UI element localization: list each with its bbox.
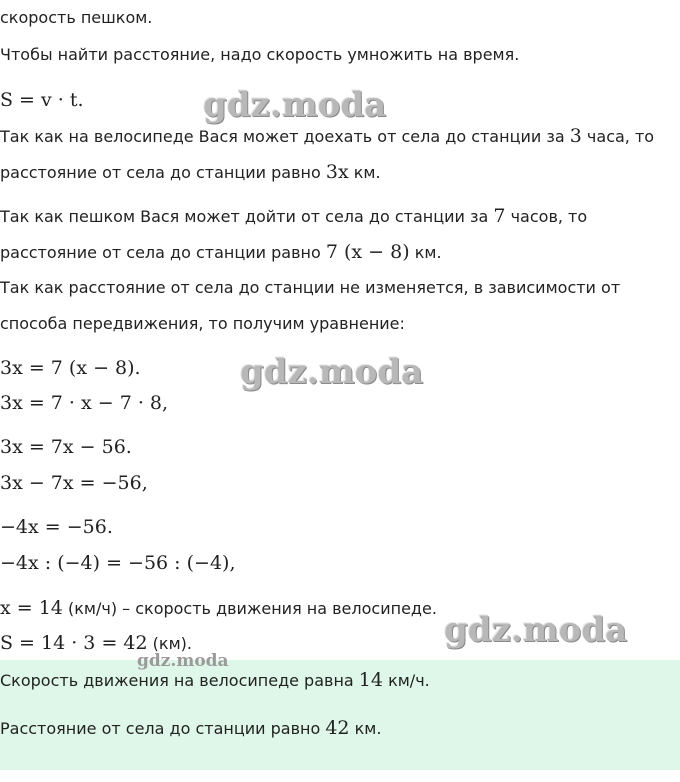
watermark: gdz.moda [137, 651, 229, 671]
equation-line: 3x = 7 (x − 8). [0, 357, 141, 379]
text-line: скорость пешком. [0, 8, 153, 27]
text-line: расстояние от села до станции равно 7 (x − 8) км. [0, 241, 442, 263]
watermark: gdz.moda [240, 352, 424, 392]
equation-line: x = 14 (км/ч) – скорость движения на велосипеде. [0, 597, 437, 619]
text-line: способа передвижения, то получим уравнение: [0, 314, 405, 333]
text-line: Так как пешком Вася может дойти от села до станции за 7 часов, то [0, 205, 588, 227]
equation-line: −4x = −56. [0, 516, 113, 538]
answer-line: Скорость движения на велосипеде равна 14 км/ч. [0, 669, 430, 691]
equation-line: S = 14 · 3 = 42 (км). [0, 632, 192, 654]
equation-line: 3x = 7 · x − 7 · 8, [0, 392, 169, 414]
watermark: gdz.moda [444, 610, 628, 650]
text-line: Чтобы найти расстояние, надо скорость умножить на время. [0, 45, 520, 64]
equation-line: 3x = 7x − 56. [0, 436, 132, 458]
formula-line: S = v · t. [0, 89, 84, 111]
text-line: расстояние от села до станции равно 3x км. [0, 161, 381, 183]
text-line: Так как расстояние от села до станции не изменяется, в зависимости от [0, 278, 621, 297]
answer-line: Расстояние от села до станции равно 42 км. [0, 717, 382, 739]
text-line: Так как на велосипеде Вася может доехать от села до станции за 3 часа, то [0, 125, 655, 147]
equation-line: −4x : (−4) = −56 : (−4), [0, 552, 236, 574]
watermark: gdz.moda [203, 85, 387, 125]
equation-line: 3x − 7x = −56, [0, 472, 148, 494]
